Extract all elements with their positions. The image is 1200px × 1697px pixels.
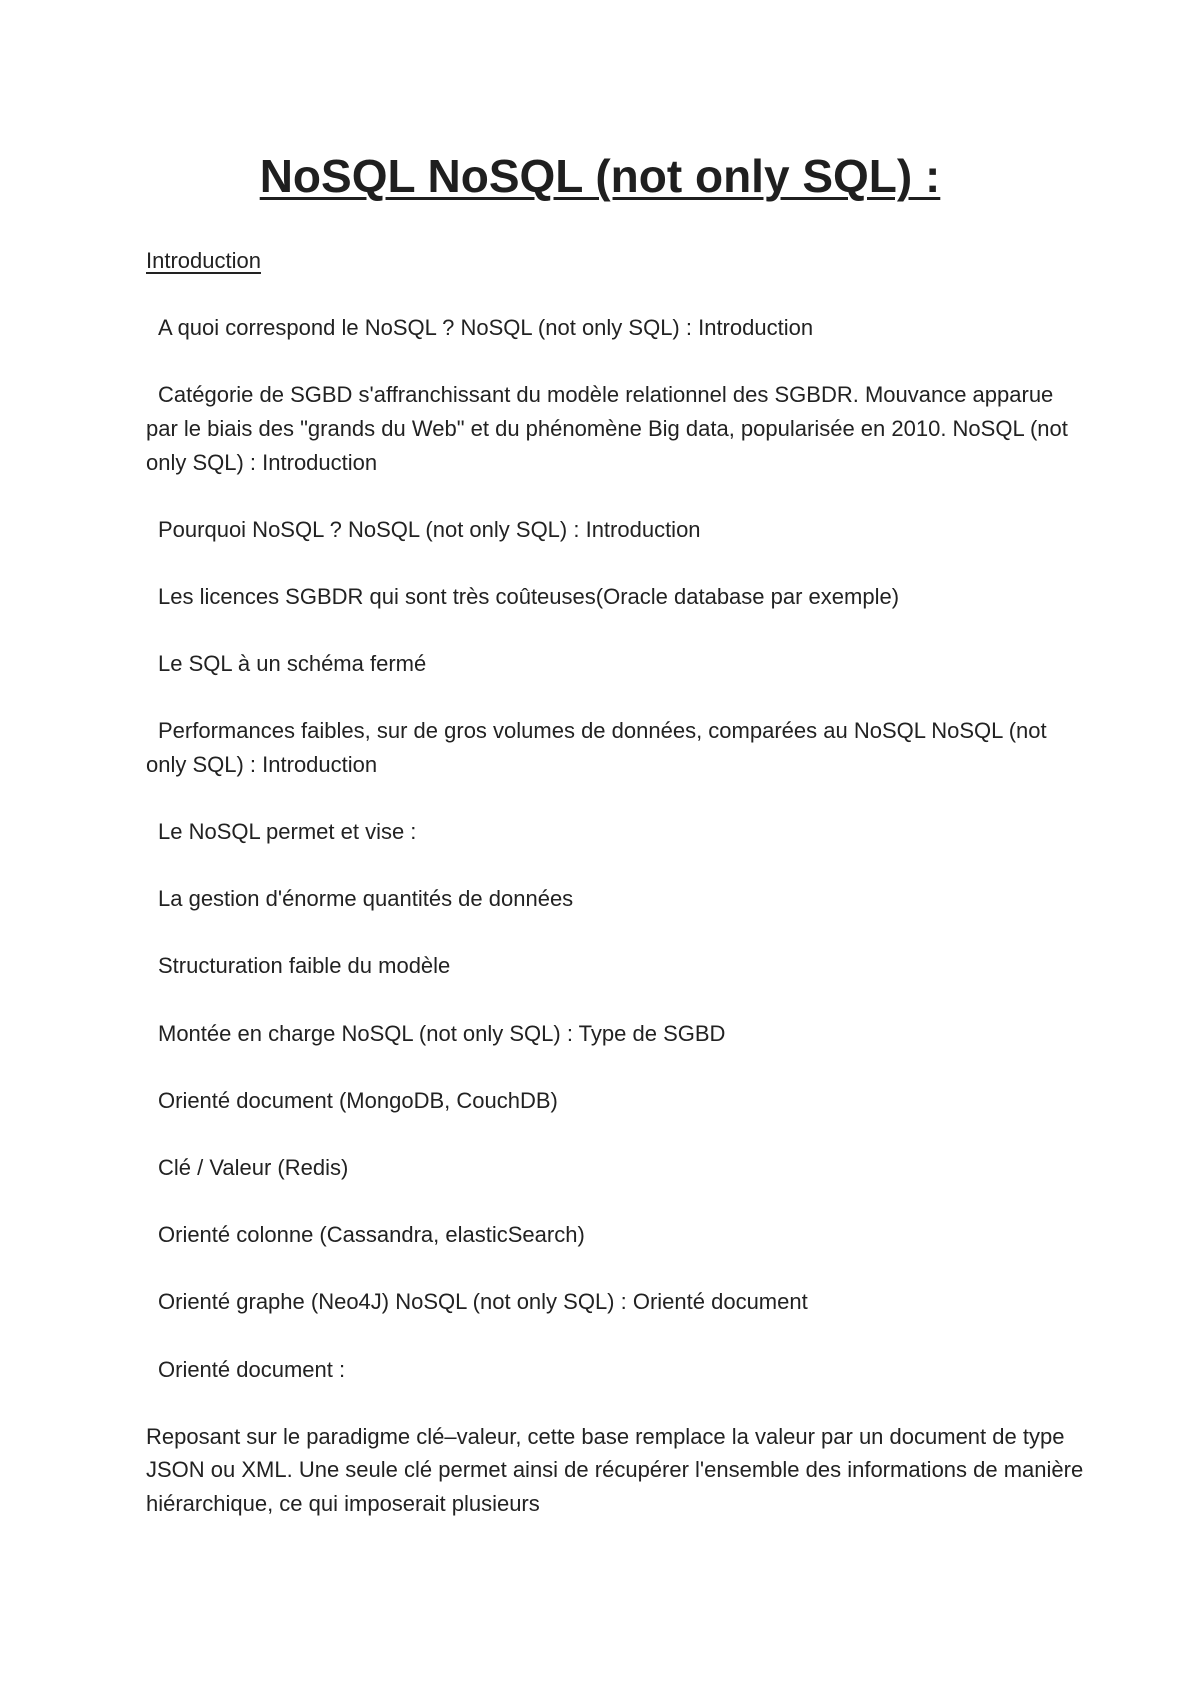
document-title: NoSQL NoSQL (not only SQL) :	[259, 150, 941, 202]
paragraph-15: Orienté document :	[158, 1356, 346, 1382]
closing-paragraph: Reposant sur le paradigme clé–valeur, cette base remplace la valeur par un document de type JSON ou XML. Une seule clé permet ainsi de récupérer l'ensemble des informations de manière hiérarchique, ce qui imposerait plusieurs	[146, 1423, 1084, 1516]
paragraph-7: Le NoSQL permet et vise :	[158, 819, 417, 845]
paragraph-2: Catégorie de SGBD s'affranchissant du modèle relationnel des SGBDR. Mouvance apparue par le biais des "grands du Web" et du phénomène Big data, popularisée en 2010. NoSQL (not only SQL) : Introduction	[146, 382, 1068, 475]
paragraph-10: Montée en charge NoSQL (not only SQL) : Type de SGBD	[158, 1020, 726, 1046]
paragraph-6: Performances faibles, sur de gros volumes de données, comparées au NoSQL NoSQL (not only SQL) : Introduction	[146, 718, 1047, 777]
paragraph-12: Clé / Valeur (Redis)	[158, 1155, 349, 1181]
section-heading-introduction: Introduction	[146, 248, 261, 273]
paragraph-9: Structuration faible du modèle	[158, 953, 451, 979]
paragraph-3: Pourquoi NoSQL ? NoSQL (not only SQL) : Introduction	[158, 516, 701, 542]
paragraph-11: Orienté document (MongoDB, CouchDB)	[158, 1087, 558, 1113]
paragraph-4: Les licences SGBDR qui sont très coûteuses(Oracle database par exemple)	[158, 583, 900, 609]
paragraph-5: Le SQL à un schéma fermé	[158, 651, 427, 677]
paragraph-1: A quoi correspond le NoSQL ? NoSQL (not only SQL) : Introduction	[158, 315, 814, 341]
document-body	[146, 244, 1086, 1554]
paragraph-14: Orienté graphe (Neo4J) NoSQL (not only SQL) : Orienté document	[158, 1289, 808, 1315]
paragraph-13: Orienté colonne (Cassandra, elasticSearch)	[158, 1222, 585, 1248]
paragraph-8: La gestion d'énorme quantités de données	[158, 886, 574, 912]
